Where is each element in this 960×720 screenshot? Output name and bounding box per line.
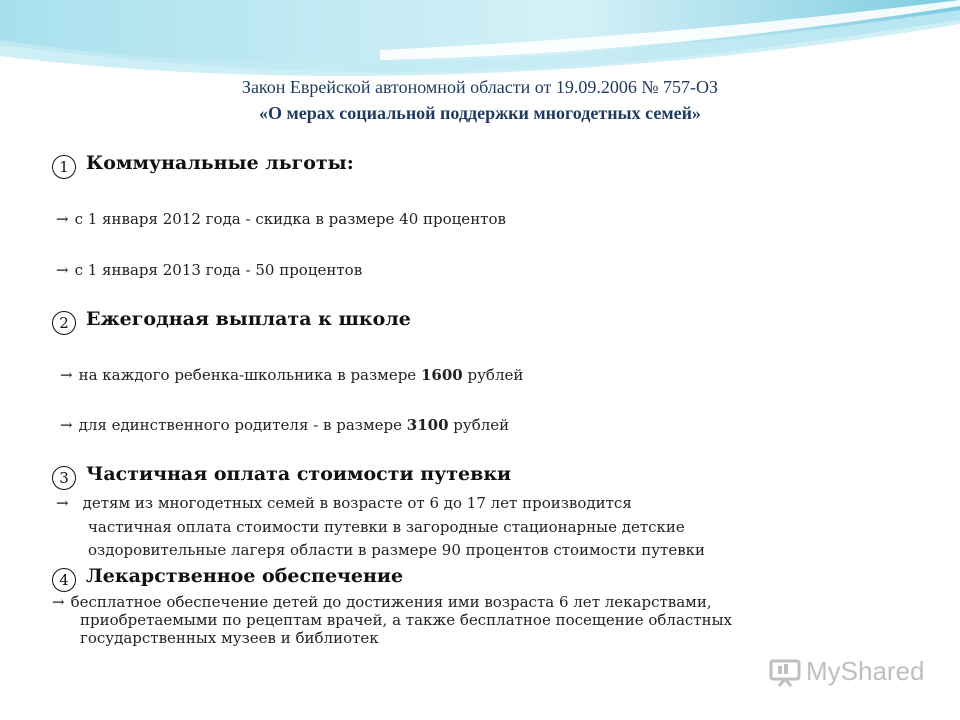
section-3-line-2: частичная оплата стоимости путевки в загородные стационарные детские — [88, 518, 685, 536]
section-1-title: Коммунальные льготы: — [86, 152, 354, 174]
section-3-line-3: оздоровительные лагеря области в размере 90 процентов стоимости путевки — [88, 541, 706, 559]
item-text: с 1 января 2013 года - 50 процентов — [74, 261, 363, 279]
arrow-right-icon: → — [56, 261, 69, 279]
arrow-right-icon: → — [52, 593, 65, 611]
circled-number-3: 3 — [52, 466, 76, 490]
arrow-right-icon: → — [56, 210, 69, 228]
section-1-heading — [52, 152, 354, 179]
watermark-text: MyShared — [806, 656, 925, 686]
section-2-heading — [52, 308, 411, 335]
amount-3100: 3100 — [406, 416, 449, 434]
item-text: для единственного родителя - в размере — [78, 416, 407, 434]
presentation-board-icon — [768, 657, 802, 687]
section-3-line-1 — [56, 494, 632, 512]
amount-1600: 1600 — [420, 366, 463, 384]
section-4-line-2: приобретаемыми по рецептам врачей, а также бесплатное посещение областных — [80, 611, 733, 629]
arrow-right-icon: → — [60, 366, 73, 384]
item-text: с 1 января 2012 года - скидка в размере 40 процентов — [74, 210, 506, 228]
section-2-item-2 — [60, 416, 509, 434]
section-4-line-1 — [52, 594, 712, 610]
section-1-item-2 — [56, 261, 362, 279]
section-4-line-3: государственных музеев и библиотек — [80, 629, 379, 647]
line-text: бесплатное обеспечение детей до достижения ими возраста 6 лет лекарствами, — [70, 593, 712, 611]
item-text-suffix: рублей — [462, 366, 524, 384]
document-title-line1: Закон Еврейской автономной области от 19.09.2006 № 757-ОЗ — [241, 77, 719, 97]
item-text: на каждого ребенка-школьника в размере — [78, 366, 421, 384]
section-4-heading — [52, 565, 403, 592]
section-3-heading — [52, 463, 511, 490]
myshared-watermark — [768, 656, 925, 687]
section-2-title: Ежегодная выплата к школе — [86, 308, 411, 330]
section-4-title: Лекарственное обеспечение — [86, 565, 404, 587]
document-title-line2: «О мерах социальной поддержки многодетных семей» — [259, 103, 701, 123]
line-text: детям из многодетных семей в возрасте от 6 до 17 лет производится — [82, 494, 632, 512]
arrow-right-icon: → — [60, 416, 73, 434]
circled-number-2: 2 — [52, 311, 76, 335]
arrow-right-icon: → — [56, 494, 69, 512]
section-3-title: Частичная оплата стоимости путевки — [86, 463, 512, 485]
circled-number-4: 4 — [52, 568, 76, 592]
item-text-suffix: рублей — [448, 416, 510, 434]
circled-number-1: 1 — [52, 155, 76, 179]
section-2-item-1 — [60, 366, 523, 384]
section-1-item-1 — [56, 210, 506, 228]
